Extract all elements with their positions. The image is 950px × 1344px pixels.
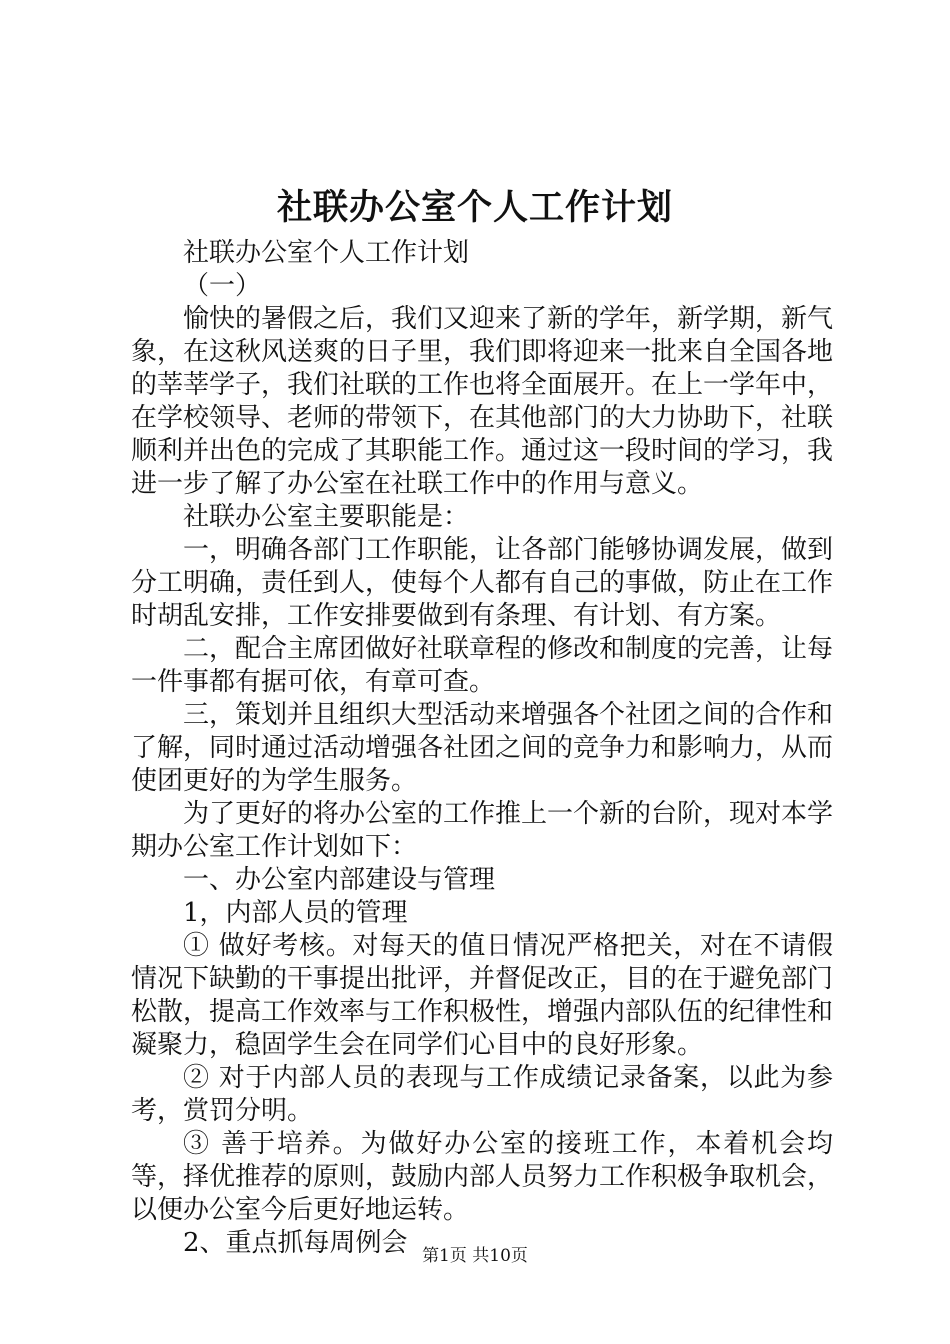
document-body	[131, 237, 833, 1260]
document-title: 社联办公室个人工作计划	[276, 187, 673, 228]
paragraph-subtitle: 社联办公室个人工作计划	[183, 238, 470, 268]
paragraph-section-marker: （一）	[183, 271, 262, 301]
paragraph-subsection-1: 1，内部人员的管理	[183, 898, 408, 928]
paragraph-intro: 愉快的暑假之后，我们又迎来了新的学年，新学期，新气象，在这秋风送爽的日子里，我们即将迎来一批来自全国各地的莘莘学子，我们社联的工作也将全面展开。在上一学年中，在学校领导、老师的带领下，在其他部门的大力协助下，社联顺利并出色的完成了其职能工作。通过这一段时间的学习，我进一步了解了办公室在社联工作中的作用与意义。	[131, 304, 834, 499]
paragraph-item-1: ① 做好考核。对每天的值日情况严格把关，对在不请假情况下缺勤的干事提出批评，并督促改正，目的在于避免部门松散，提高工作效率与工作积极性，增强内部队伍的纪律性和凝聚力，稳固学生会在同学们心目中的良好形象。	[131, 931, 834, 1060]
paragraph-item-3: ③ 善于培养。为做好办公室的接班工作，本着机会均等，择优推荐的原则，鼓励内部人员努力工作积极争取机会，以便办公室今后更好地运转。	[131, 1129, 834, 1225]
paragraph-subsection-2: 2、重点抓每周例会	[183, 1228, 408, 1258]
paragraph-section-1-heading: 一、办公室内部建设与管理	[183, 865, 496, 895]
paragraph-function-2: 二，配合主席团做好社联章程的修改和制度的完善，让每一件事都有据可依，有章可查。	[131, 634, 834, 697]
paragraph-function-1: 一，明确各部门工作职能，让各部门能够协调发展，做到分工明确，责任到人，使每个人都有自己的事做，防止在工作时胡乱安排，工作安排要做到有条理、有计划、有方案。	[131, 535, 834, 631]
paragraph-function-3: 三，策划并且组织大型活动来增强各个社团之间的合作和了解，同时通过活动增强各社团之间的竞争力和影响力，从而使团更好的为学生服务。	[131, 700, 834, 796]
page-footer: 第1页 共10页	[422, 1246, 528, 1266]
paragraph-item-2: ② 对于内部人员的表现与工作成绩记录备案，以此为参考，赏罚分明。	[131, 1063, 833, 1126]
paragraph-functions-heading: 社联办公室主要职能是：	[183, 502, 470, 532]
paragraph-plan-intro: 为了更好的将办公室的工作推上一个新的台阶，现对本学期办公室工作计划如下：	[131, 799, 834, 862]
